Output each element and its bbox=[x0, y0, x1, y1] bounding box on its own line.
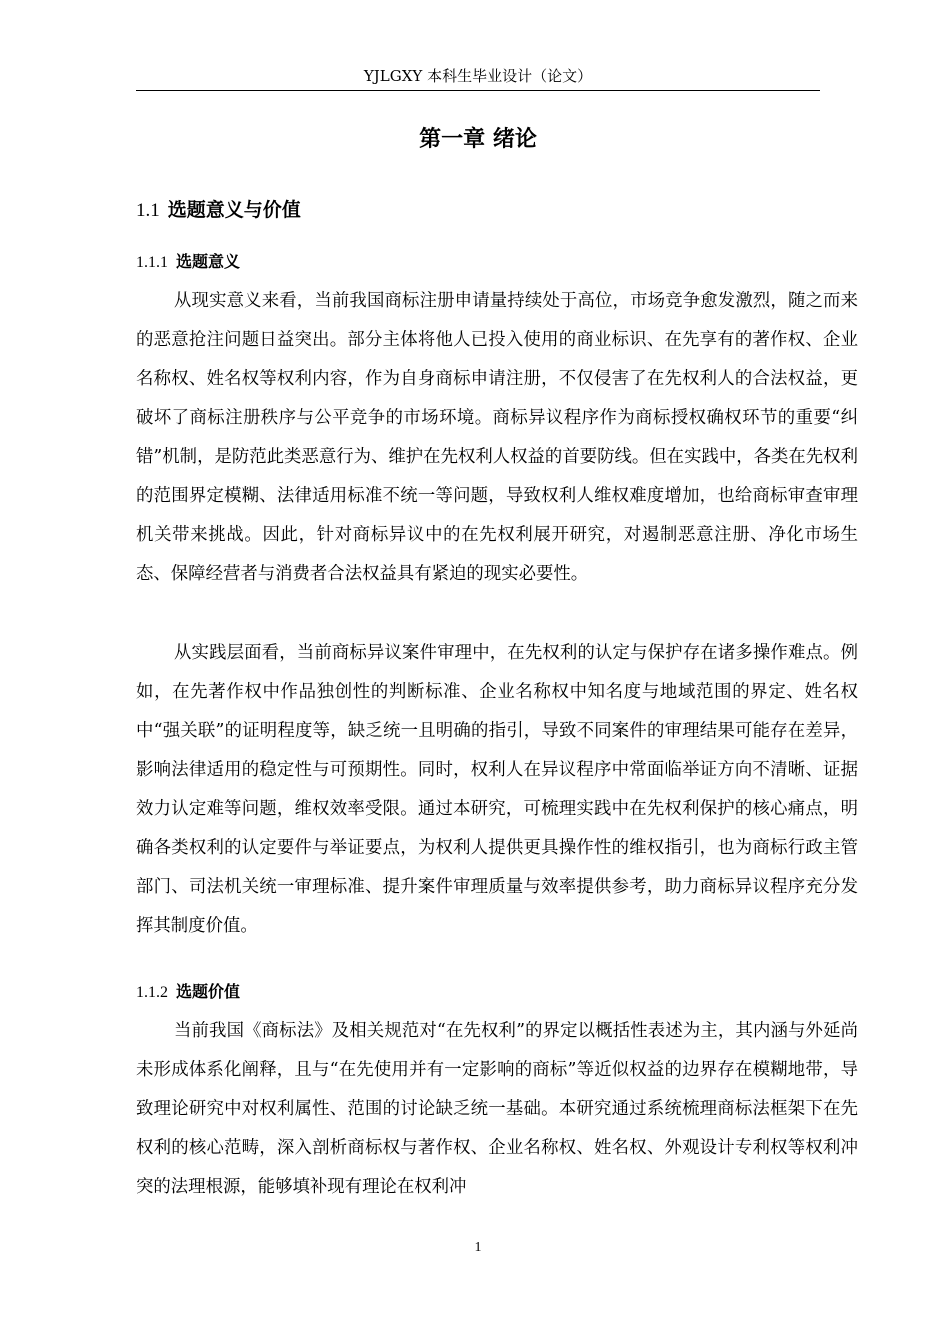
section-number: 1.1.1 bbox=[136, 254, 168, 271]
paragraph: 从现实意义来看，当前我国商标注册申请量持续处于高位，市场竞争愈发激烈，随之而来的恶意抢注问题日益突出。部分主体将他人已投入使用的商业标识、在先享有的著作权、企业名称权、姓名权等权利内容，作为自身商标申请注册，不仅侵害了在先权利人的合法权益，更破坏了商标注册秩序与公平竞争的市场环境。商标异议程序作为商标授权确权环节的重要“纠错”机制，是防范此类恶意行为、维护在先权利人权益的首要防线。但在实践中，各类在先权利的范围界定模糊、法律适用标准不统一等问题，导致权利人维权难度增加，也给商标审查审理机关带来挑战。因此，针对商标异议中的在先权利展开研究，对遏制恶意注册、净化市场生态、保障经营者与消费者合法权益具有紧迫的现实必要性。 bbox=[136, 291, 858, 584]
section-title: 选题价值 bbox=[176, 982, 241, 1001]
section-number: 1.1 bbox=[136, 200, 160, 221]
running-header: YJLGXY 本科生毕业设计（论文） bbox=[363, 67, 593, 85]
section-title: 选题意义 bbox=[176, 252, 241, 271]
chapter-title: 第一章 绪论 bbox=[419, 127, 537, 152]
section-heading-1-1-1 bbox=[136, 250, 820, 275]
section-title: 选题意义与价值 bbox=[167, 199, 301, 221]
page-number: 1 bbox=[474, 1240, 482, 1255]
section-heading-1-1 bbox=[136, 196, 820, 225]
section-number: 1.1.2 bbox=[136, 984, 168, 1001]
paragraph: 从实践层面看，当前商标异议案件审理中，在先权利的认定与保护存在诸多操作难点。例如，在先著作权中作品独创性的判断标准、企业名称权中知名度与地域范围的界定、姓名权中“强关联”的证明程度等，缺乏统一且明确的指引，导致不同案件的审理结果可能存在差异，影响法律适用的稳定性与可预期性。同时，权利人在异议程序中常面临举证方向不清晰、证据效力认定难等问题，维权效率受限。通过本研究，可梳理实践中在先权利保护的核心痛点，明确各类权利的认定要件与举证要点，为权利人提供更具操作性的维权指引，也为商标行政主管部门、司法机关统一审理标准、提升案件审理质量与效率提供参考，助力商标异议程序充分发挥其制度价值。 bbox=[136, 643, 858, 936]
section-heading-1-1-2 bbox=[136, 980, 820, 1005]
header-rule bbox=[136, 90, 820, 91]
paragraph: 当前我国《商标法》及相关规范对“在先权利”的界定以概括性表述为主，其内涵与外延尚未形成体系化阐释，且与“在先使用并有一定影响的商标”等近似权益的边界存在模糊地带，导致理论研究中对权利属性、范围的讨论缺乏统一基础。本研究通过系统梳理商标法框架下在先权利的核心范畴，深入剖析商标权与著作权、企业名称权、姓名权、外观设计专利权等权利冲突的法理根源，能够填补现有理论在权利冲 bbox=[136, 1021, 858, 1197]
